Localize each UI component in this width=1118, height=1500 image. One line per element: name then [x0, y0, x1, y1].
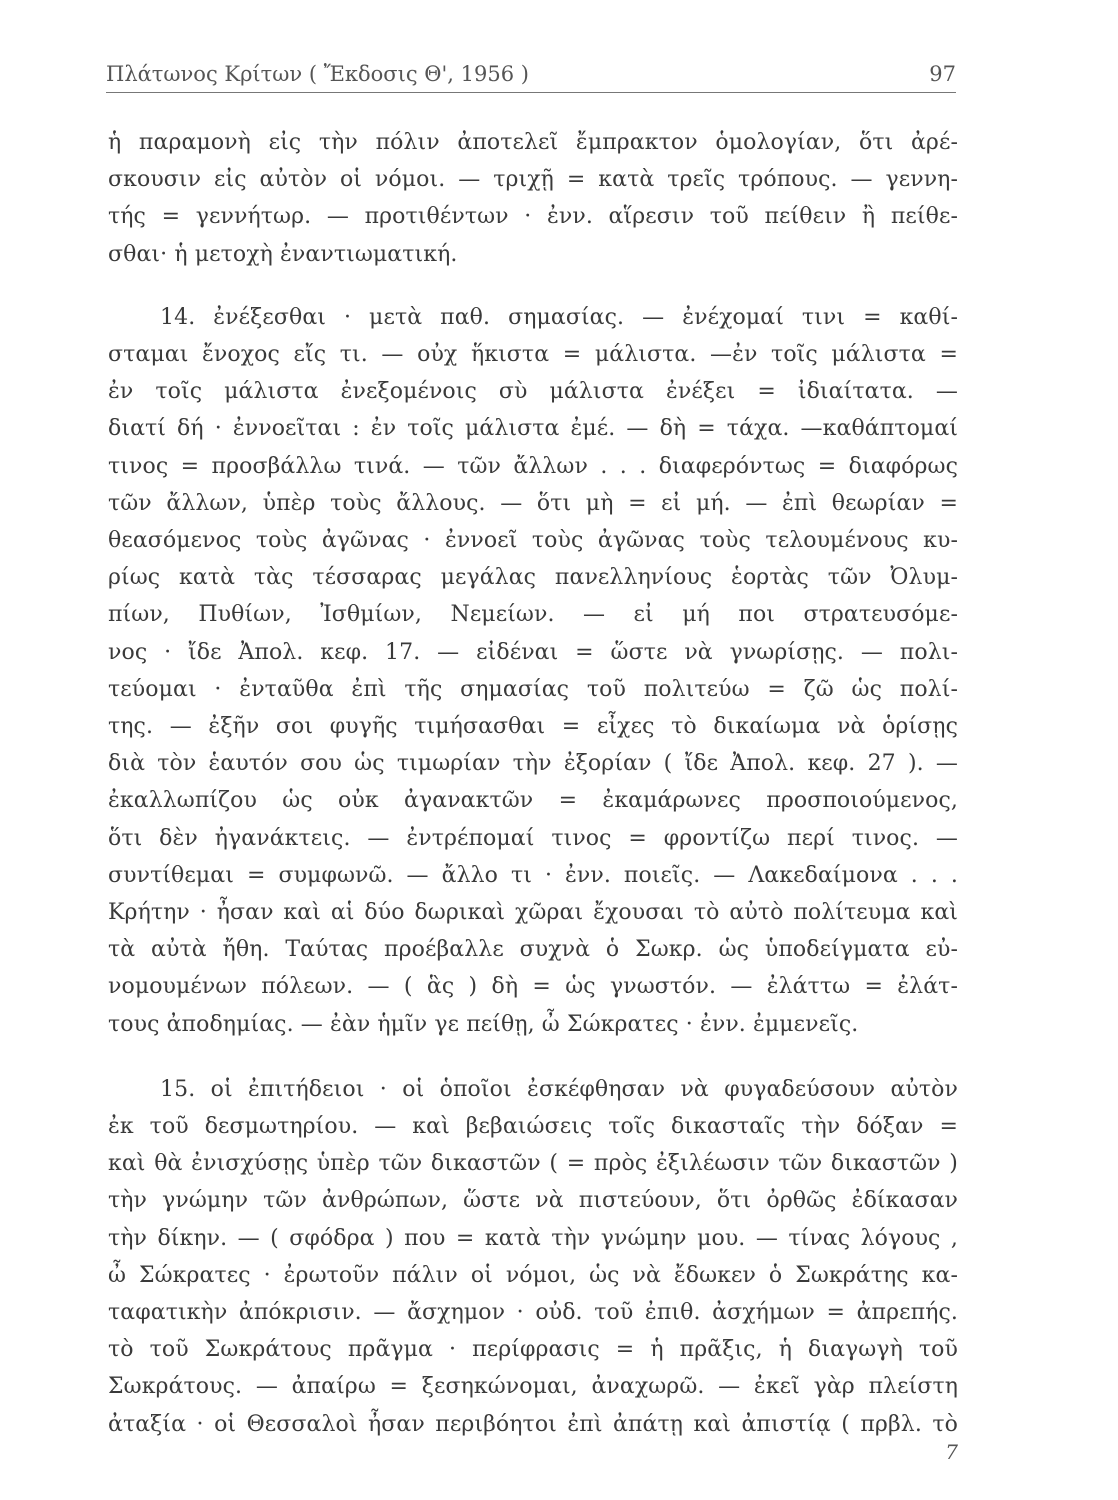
text-line: τῶν ἄλλων, ὑπὲρ τοὺς ἄλλους. — ὅτι μὴ = εἰ μή. — ἐπὶ θεωρίαν =: [108, 490, 958, 516]
header-title: Πλάτωνος Κρίτων ( Ἔκδοσις Θ', 1956 ): [106, 62, 529, 86]
running-header: [106, 58, 956, 93]
signature-mark: 7: [945, 1440, 958, 1464]
text-line: ταφατικὴν ἀπόκρισιν. — ἄσχημον · οὐδ. τοῦ ἐπιθ. ἀσχήμων = ἀπρεπής.: [108, 1300, 958, 1325]
text-line: ρίως κατὰ τὰς τέσσαρας μεγάλας πανελληνίους ἑορτὰς τῶν Ὀλυμ-: [108, 565, 958, 591]
text-line: σταμαι ἔνοχος εἴς τι. — οὐχ ἥκιστα = μάλιστα. —ἐν τοῖς μάλιστα =: [108, 342, 958, 367]
text-line: σκουσιν εἰς αὐτὸν οἱ νόμοι. — τριχῇ = κατὰ τρεῖς τρόπους. — γεννη-: [108, 167, 958, 193]
text-line: ἐν τοῖς μάλιστα ἐνεξομένοις σὺ μάλιστα ἐνέξει = ἰδιαίτατα. —: [108, 379, 958, 405]
text-line: ἐκαλλωπίζου ὡς οὐκ ἀγανακτῶν = ἐκαμάρωνες προσποιούμενος,: [108, 788, 958, 814]
text-line: τὴν δίκην. — ( σφόδρα ) που = κατὰ τὴν γνώμην μου. — τίνας λόγους ,: [108, 1225, 958, 1251]
text-line: ὦ Σώκρατες · ἐρωτοῦν πάλιν οἱ νόμοι, ὡς νὰ ἔδωκεν ὁ Σωκράτης κα-: [108, 1262, 958, 1288]
text-line: Σωκράτους. — ἀπαίρω = ξεσηκώνομαι, ἀναχωρῶ. — ἐκεῖ γὰρ πλείστη: [108, 1374, 958, 1400]
text-line: πίων, Πυθίων, Ἰσθμίων, Νεμείων. — εἰ μή ποι στρατευσόμε-: [108, 602, 958, 628]
text-line: διατί δή · ἐννοεῖται : ἐν τοῖς μάλιστα ἐμέ. — δὴ = τάχα. —καθάπτομαί: [108, 416, 958, 442]
text-line: καὶ θὰ ἐνισχύσῃς ὑπὲρ τῶν δικαστῶν ( = πρὸς ἐξιλέωσιν τῶν δικαστῶν ): [108, 1151, 958, 1177]
text-line: τινος = προσβάλλω τινά. — τῶν ἄλλων . . . διαφερόντως = διαφόρως: [108, 453, 958, 479]
text-line: 15. οἱ ἐπιτήδειοι · οἱ ὁποῖοι ἐσκέφθησαν νὰ φυγαδεύσουν αὐτὸν: [160, 1076, 958, 1102]
text-line: Κρήτην · ἦσαν καὶ αἱ δύο δωρικαὶ χῶραι ἔχουσαι τὸ αὐτὸ πολίτευμα καὶ: [108, 900, 958, 925]
text-line: τὴν γνώμην τῶν ἀνθρώπων, ὥστε νὰ πιστεύουν, ὅτι ὀρθῶς ἐδίκασαν: [108, 1188, 958, 1214]
text-line: ἐκ τοῦ δεσμωτηρίου. — καὶ βεβαιώσεις τοῖς δικασταῖς τὴν δόξαν =: [108, 1114, 958, 1139]
text-line: 14. ἐνέξεσθαι · μετὰ παθ. σημασίας. — ἐνέχομαί τινι = καθί-: [160, 304, 958, 330]
text-line: ἀταξία · οἱ Θεσσαλοὶ ἦσαν περιβόητοι ἐπὶ ἀπάτῃ καὶ ἀπιστίᾳ ( πρβλ. τὸ: [108, 1411, 958, 1437]
text-line: τους ἀποδημίας. — ἐὰν ἡμῖν γε πείθῃ, ὦ Σώκρατες · ἐνν. ἐμμενεῖς.: [108, 1011, 859, 1037]
text-line: της. — ἐξῆν σοι φυγῆς τιμήσασθαι = εἶχες τὸ δικαίωμα νὰ ὁρίσῃς: [108, 714, 958, 739]
page-number: 97: [929, 62, 956, 86]
text-line: τὸ τοῦ Σωκράτους πρᾶγμα · περίφρασις = ἡ πρᾶξις, ἡ διαγωγὴ τοῦ: [108, 1337, 958, 1363]
text-line: τής = γεννήτωρ. — προτιθέντων · ἐνν. αἵρεσιν τοῦ πείθειν ἢ πείθε-: [108, 204, 958, 230]
text-line: θεασόμενος τοὺς ἀγῶνας · ἐννοεῖ τοὺς ἀγῶνας τοὺς τελουμένους κυ-: [108, 528, 958, 553]
text-line: συντίθεμαι = συμφωνῶ. — ἄλλο τι · ἐνν. ποιεῖς. — Λακεδαίμονα . . .: [108, 862, 958, 888]
text-line: ἡ παραμονὴ εἰς τὴν πόλιν ἀποτελεῖ ἔμπρακτον ὁμολογίαν, ὅτι ἀρέ-: [108, 130, 958, 155]
text-line: νομουμένων πόλεων. — ( ἃς ) δὴ = ὡς γνωστόν. — ἐλάττω = ἐλάτ-: [108, 974, 958, 1000]
text-line: τὰ αὐτὰ ἤθη. Ταύτας προέβαλλε συχνὰ ὁ Σωκρ. ὡς ὑποδείγματα εὐ-: [108, 937, 958, 963]
text-line: τεύομαι · ἐνταῦθα ἐπὶ τῆς σημασίας τοῦ πολιτεύω = ζῶ ὡς πολί-: [108, 676, 958, 702]
text-line: διὰ τὸν ἑαυτόν σου ὡς τιμωρίαν τὴν ἐξορίαν ( ἴδε Ἀπολ. κεφ. 27 ). —: [108, 751, 958, 777]
text-line: νος · ἴδε Ἀπολ. κεφ. 17. — εἰδέναι = ὥστε νὰ γνωρίσῃς. — πολι-: [108, 639, 958, 665]
text-line: σθαι· ἡ μετοχὴ ἐναντιωματική.: [108, 241, 458, 267]
text-line: ὅτι δὲν ἠγανάκτεις. — ἐντρέπομαί τινος = φροντίζω περί τινος. —: [108, 825, 958, 851]
